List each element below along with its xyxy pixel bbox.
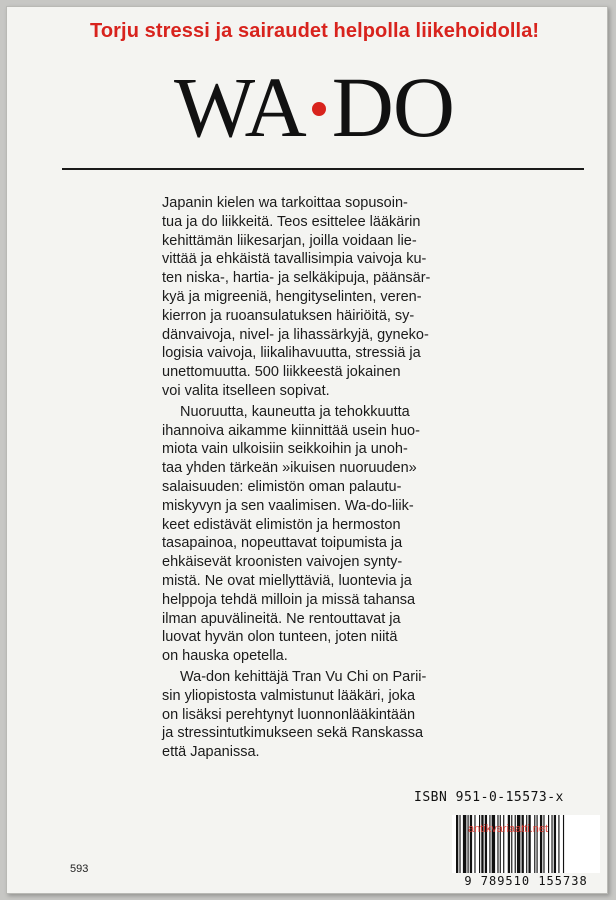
description-line: on hauska opetella. bbox=[162, 648, 288, 665]
description-line: ilman apuvälineitä. Ne rentouttavat ja bbox=[162, 610, 401, 627]
barcode-bar bbox=[459, 815, 460, 873]
barcode-bar bbox=[463, 815, 466, 873]
description-line: unettomuutta. 500 liikkeestä jokainen bbox=[162, 364, 401, 381]
divider-rule bbox=[62, 168, 584, 170]
description-line: Nuoruutta, kauneutta ja tehokkuutta bbox=[180, 403, 410, 420]
description-line: kyä ja migreeniä, hengityselinten, veren- bbox=[162, 288, 422, 305]
description-line: ehkäisevät kroonisten vaivojen synty- bbox=[162, 554, 403, 571]
description-line: kierron ja ruoansulatuksen häiriöitä, sy- bbox=[162, 307, 415, 324]
barcode-number: 9 789510 155738 bbox=[464, 874, 588, 888]
description-line: miskyvyn ja sen vaalimisen. Wa-do-liik- bbox=[162, 497, 414, 514]
description-line: Wa-don kehittäjä Tran Vu Chi on Parii- bbox=[180, 668, 427, 685]
description-line: ja stressintutkimukseen sekä Ranskassa bbox=[162, 725, 424, 742]
description-line: kehittämän liikesarjan, joilla voidaan lie- bbox=[162, 232, 417, 249]
description-text bbox=[162, 194, 592, 762]
description-line: että Japanissa. bbox=[162, 744, 260, 761]
description-line: ten niska-, hartia- ja selkäkipuja, päänsär- bbox=[162, 270, 431, 287]
description-line: helppoja tehdä milloin ja missä tahansa bbox=[162, 591, 416, 608]
barcode-bar bbox=[558, 815, 559, 873]
barcode-bar bbox=[551, 815, 552, 873]
description-line: dänvaivoja, nivel- ja lihassärkyjä, gyneko- bbox=[162, 326, 429, 343]
description-line: voi valita itselleen sopivat. bbox=[162, 382, 330, 399]
description-line: logisia vaivoja, liikalihavuutta, stressiä ja bbox=[162, 345, 421, 362]
description-line: ihannoiva aikamme kiinnittää usein huo- bbox=[162, 422, 420, 439]
watermark: antikvariaatti.net bbox=[468, 823, 549, 835]
description-line: mistä. Ne ovat miellyttäviä, luontevia ja bbox=[162, 572, 412, 589]
description-line: sin yliopistosta valmistunut lääkäri, joka bbox=[162, 687, 416, 704]
product-code: 593 bbox=[70, 863, 89, 875]
tagline: Torju stressi ja sairaudet helpolla liikehoidolla! bbox=[90, 20, 540, 42]
barcode-bar bbox=[554, 815, 556, 873]
barcode-bar bbox=[456, 815, 458, 873]
logo-wa: WA bbox=[174, 59, 306, 155]
description-line: luovat hyvän olon tunteen, joten niitä bbox=[162, 629, 398, 646]
description-line: tua ja do liikkeitä. Teos esittelee lääkärin bbox=[162, 213, 421, 230]
barcode-bar bbox=[563, 815, 564, 873]
wa-do-logo bbox=[6, 59, 608, 155]
logo-dot bbox=[312, 102, 326, 116]
logo-do: DO bbox=[331, 59, 454, 155]
description-line: miota vain ulkoisiin seikkoihin ja unoh- bbox=[162, 441, 408, 458]
description-line: tasapainoa, nopeuttavat toipumista ja bbox=[162, 535, 403, 552]
description-line: taa yhden tärkeän »ikuisen nuoruuden» bbox=[162, 460, 417, 477]
description-line: salaisuuden: elimistön oman palautu- bbox=[162, 478, 402, 495]
description-line: vittää ja ehkäistä tavallisimpia vaivoja ku- bbox=[162, 251, 427, 268]
description-line: Japanin kielen wa tarkoittaa sopusoin- bbox=[162, 195, 408, 211]
description-line: on lisäksi perehtynyt luonnonlääkintään bbox=[162, 706, 416, 723]
barcode-bar bbox=[548, 815, 549, 873]
description-line: keet edistävät elimistön ja hermoston bbox=[162, 516, 401, 533]
book-back-cover bbox=[6, 6, 608, 894]
isbn-text: ISBN 951-0-15573-x bbox=[414, 790, 564, 805]
